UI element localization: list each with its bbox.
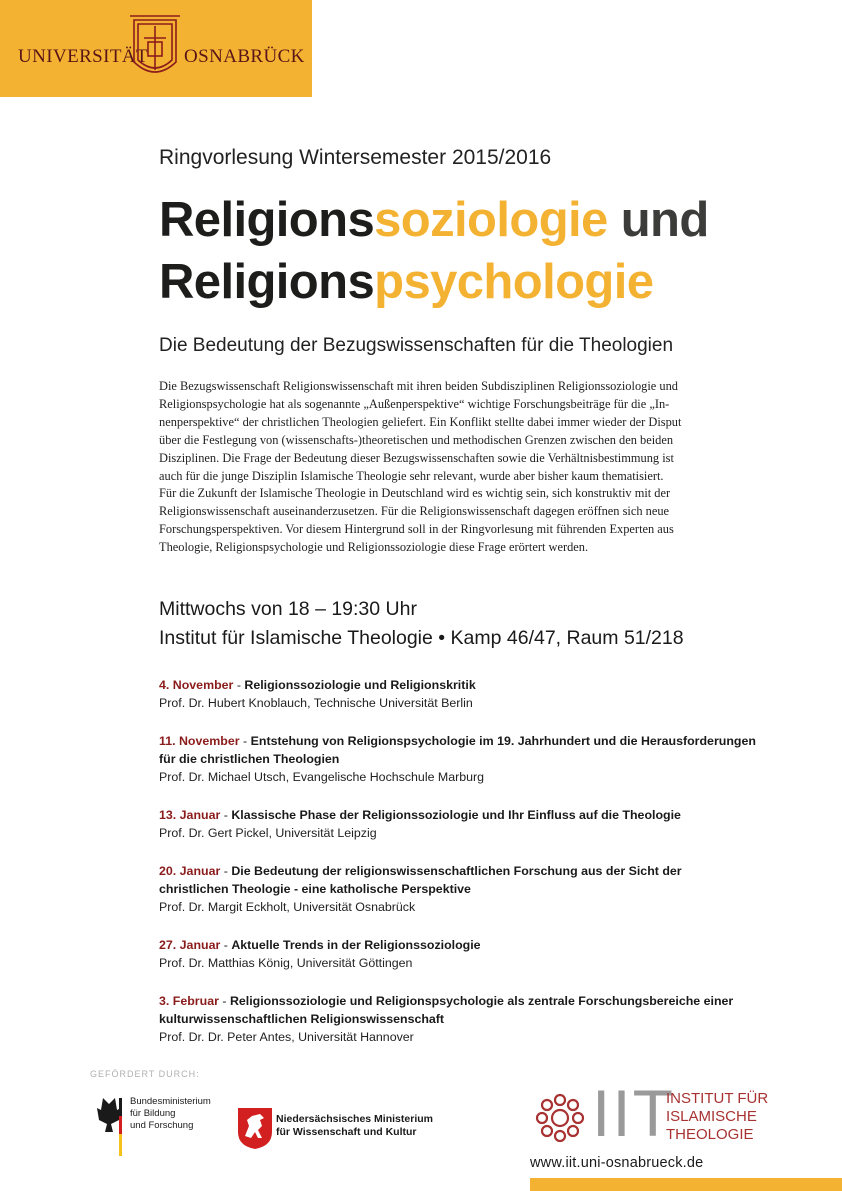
lecture-item [159,732,779,786]
title-line-1 [159,193,709,247]
separator: - [220,808,232,822]
lecture-topic-continued: kulturwissenschaftlichen Religionswissenschaft [159,1012,445,1026]
lecture-date: 20. Januar [159,864,221,878]
intro-paragraph [159,378,771,557]
bmbf-line: für Bildung [130,1108,176,1119]
bmbf-label [130,1096,211,1132]
bmbf-line: Bundesministerium [130,1096,211,1107]
nds-ministry-label [276,1113,433,1139]
lecture-topic-continued: für die christlichen Theologien [159,752,340,766]
lecture-item [159,936,779,972]
footer-accent-bar [530,1178,842,1191]
lecture-item [159,862,779,916]
intro-line: Religionswissenschaft auseinanderzusetzen. Für die Religionswissenschaft dagegen eröffnen sich neue [159,504,670,519]
lecture-date: 11. November [159,734,240,748]
lecture-item [159,806,779,842]
iit-website: www.iit.uni-osnabrueck.de [530,1155,704,1171]
separator: - [218,994,230,1008]
title-line-2 [159,255,654,309]
intro-line: Die Bezugswissenschaft Religionswissenschaft mit ihren beiden Subdisziplinen Religionssoziologie und [159,379,678,393]
separator: - [239,734,251,748]
lecture-date: 3. Februar [159,994,219,1008]
lecture-series-kicker: Ringvorlesung Wintersemester 2015/2016 [159,146,552,169]
nds-line: Niedersächsisches Ministerium [276,1113,433,1125]
iit-line: THEOLOGIE [666,1126,754,1143]
logo-left-word: UNIVERSITÄT [18,46,148,67]
lecture-topic: Religionssoziologie und Religionskritik [244,678,476,692]
lecture-date: 13. Januar [159,808,221,822]
university-seal-icon [128,12,182,84]
intro-line: Disziplinen. Die Frage der Bedeutung dieser Bezugswissenschaften sowie die Verhältnisbestimmung ist [159,450,674,465]
lecture-speaker: Prof. Dr. Matthias König, Universität Göttingen [159,956,413,970]
iit-name [666,1090,768,1144]
intro-line: auch für die junge Disziplin Islamische Theologie sehr relevant, wurde aber bisher kaum thematisiert. [159,468,664,483]
separator: - [220,938,232,952]
title-word-und: und [607,193,709,247]
intro-line: über die Festlegung von (wissenschafts-)theoretischen und methodischen Grenzen zwischen den beiden [159,432,674,447]
iit-ornament-icon [530,1088,590,1148]
lecture-speaker: Prof. Dr. Michael Utsch, Evangelische Hochschule Marburg [159,770,485,784]
intro-line: Forschungsperspektiven. Vor diesem Hintergrund soll in der Ringvorlesung mit führenden Experten aus [159,522,674,537]
intro-line: Theologie, Religionspsychologie und Religionssoziologie diese Frage erörtert werden. [159,540,589,555]
lecture-date: 4. November [159,678,234,692]
subtitle: Die Bedeutung der Bezugswissenschaften für die Theologien [159,335,674,356]
intro-line: Religionspsychologie hat als sogenannte „Außenperspektive“ wichtige Forschungsbeiträge für die „In- [159,396,670,411]
title-word-soziologie: soziologie [374,193,608,247]
nds-line: für Wissenschaft und Kultur [276,1126,417,1138]
lecture-date: 27. Januar [159,938,221,952]
iit-letters: IIT [592,1076,675,1150]
iit-line: ISLAMISCHE [666,1108,757,1125]
lecture-topic: Klassische Phase der Religionssoziologie und Ihr Einfluss auf die Theologie [231,808,681,822]
lecture-topic: Entstehung von Religionspsychologie im 19. Jahrhundert und die Herausforderungen [250,734,756,748]
lecture-speaker: Prof. Dr. Hubert Knoblauch, Technische Universität Berlin [159,696,473,710]
separator: - [220,864,232,878]
lecture-item [159,992,779,1046]
separator: - [233,678,245,692]
lecture-topic: Die Bedeutung der religionswissenschaftlichen Forschung aus der Sicht der [231,864,682,878]
title-word-religions-2: Religions [159,255,375,309]
lecture-list [159,676,779,1066]
title-word-psychologie: psychologie [374,255,654,309]
bmbf-line: und Forschung [130,1120,194,1131]
lecture-topic: Aktuelle Trends in der Religionssoziologie [231,938,481,952]
lecture-topic: Religionssoziologie und Religionspsychologie als zentrale Forschungsbereiche einer [229,994,734,1008]
logo-right-word: OSNABRÜCK [184,46,305,67]
lecture-topic-continued: christlichen Theologie - eine katholische Perspektive [159,882,471,896]
iit-line: INSTITUT FÜR [666,1090,769,1107]
lecture-speaker: Prof. Dr. Gert Pickel, Universität Leipzig [159,826,377,840]
title-word-religions: Religions [159,193,375,247]
intro-line: nenperspektive“ der christlichen Theologien geliefert. Ein Konflikt stellte dabei immer wieder der Disput [159,414,682,429]
schedule-time: Mittwochs von 18 – 19:30 Uhr [159,598,417,620]
lecture-speaker: Prof. Dr. Dr. Peter Antes, Universität Hannover [159,1030,414,1044]
lecture-speaker: Prof. Dr. Margit Eckholt, Universität Osnabrück [159,900,416,914]
schedule-place: Institut für Islamische Theologie • Kamp 46/47, Raum 51/218 [159,627,684,649]
university-logo [0,0,312,97]
intro-line: Für die Zukunft der Islamische Theologie in Deutschland wird es wichtig sein, sich konstruktiv mit der [159,486,671,501]
lecture-item [159,676,779,712]
funded-by-label: GEFÖRDERT DURCH: [90,1069,200,1079]
